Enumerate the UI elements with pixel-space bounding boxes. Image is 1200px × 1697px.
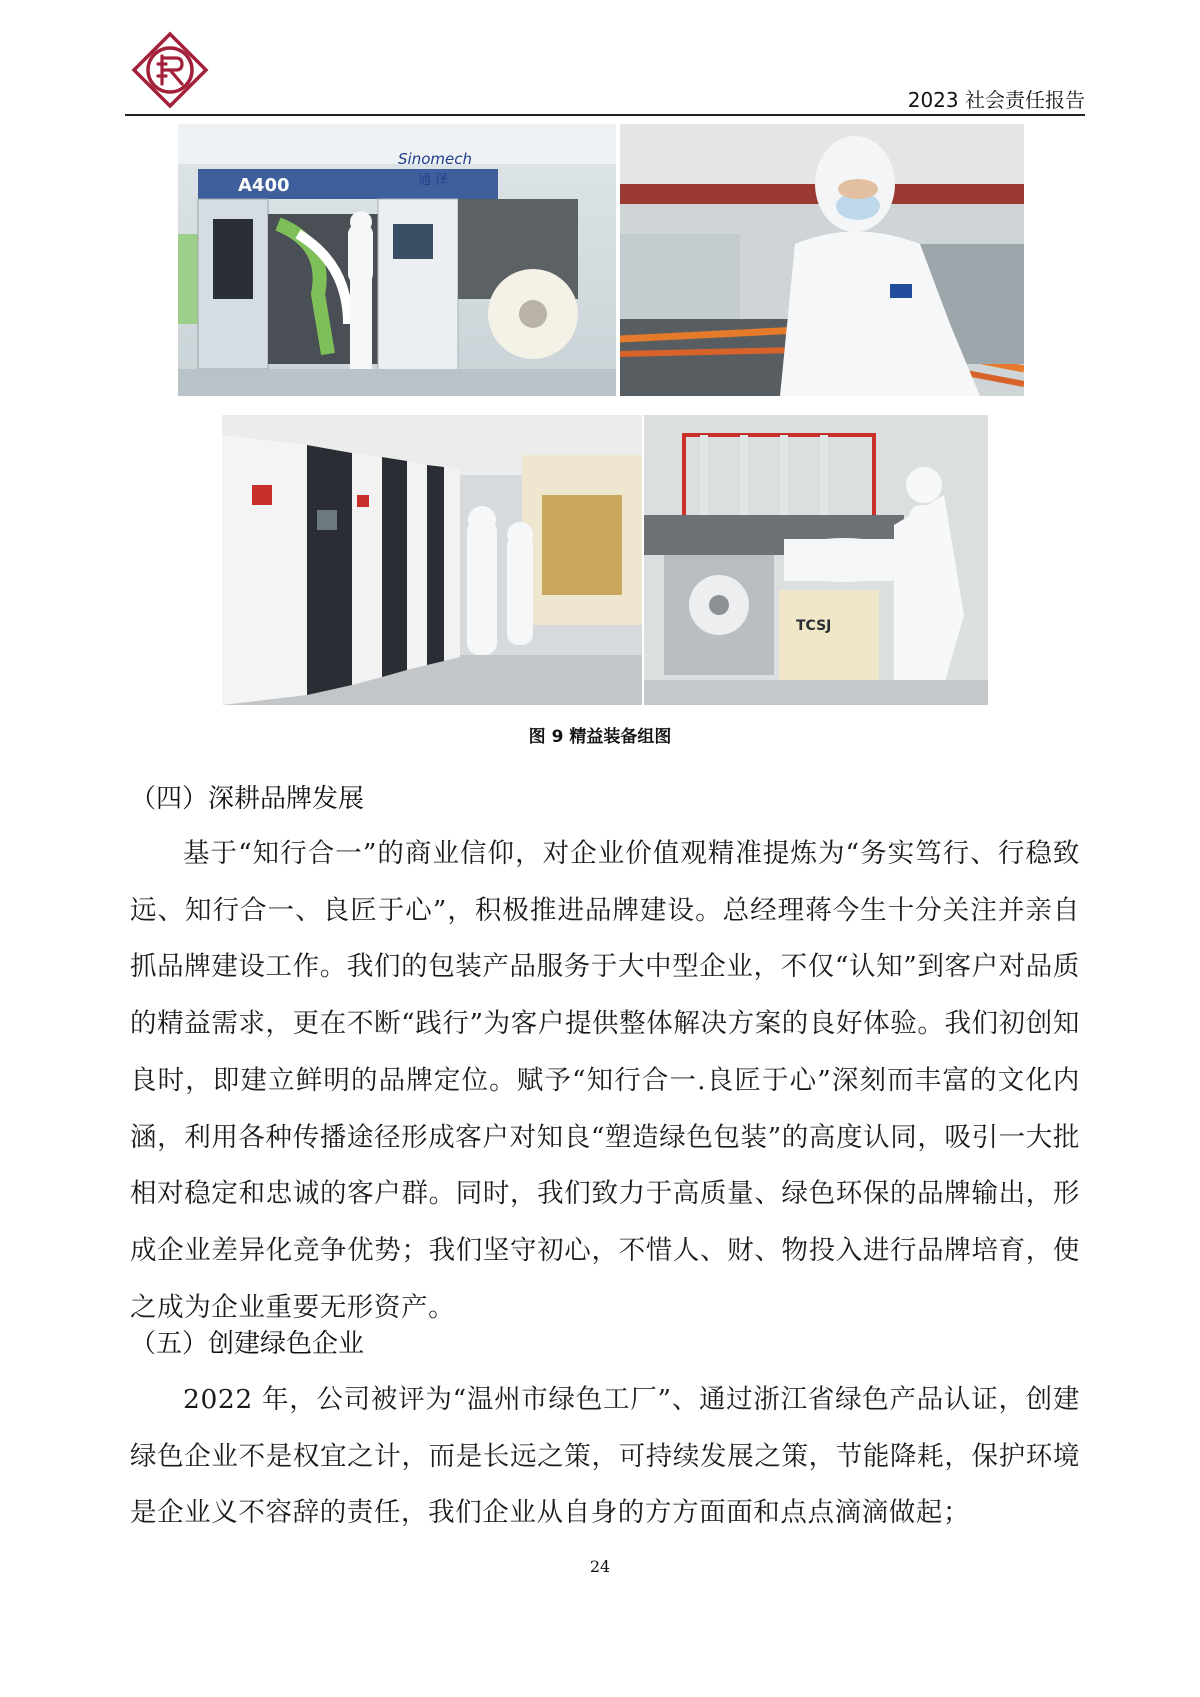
machine-model-label: A400 <box>238 175 290 196</box>
slitting-machine-photo <box>644 415 988 705</box>
figure-caption: 图 9 精益装备组图 <box>528 727 672 747</box>
machine-label: TCSJ <box>796 618 832 634</box>
body-paragraph-green: 2022 年，公司被评为“温州市绿色工厂”、通过浙江省绿色产品认证，创建绿色企业不是权宜之计，而是长远之策，可持续发展之策，节能降耗，保护环境是企业义不容辞的责任，我们企业从自身的方方面面和点点滴滴做起； <box>130 1384 1080 1529</box>
printing-line-corridor-photo <box>222 415 642 705</box>
worker-closeup-photo <box>620 124 1024 396</box>
report-title: 2023 社会责任报告 <box>907 88 1085 112</box>
body-paragraph-brand: 基于“知行合一”的商业信仰，对企业价值观精准提炼为“务实笃行、行稳致远、知行合一、良匠于心”，积极推进品牌建设。总经理蒋今生十分关注并亲自抓品牌建设工作。我们的包装产品服务于大中型企业，不仅“认知”到客户对品质的精益需求，更在不断“践行”为客户提供整体解决方案的良好体验。我们初创知良时，即建立鲜明的品牌定位。赋予“知行合一.良匠于心”深刻而丰富的文化内涵，利用各种传播途径形成客户对知良“塑造绿色包装”的高度认同，吸引一大批相对稳定和忠诚的客户群。同时，我们致力于高质量、绿色环保的品牌输出，形成企业差异化竞争优势；我们坚守初心，不惜人、财、物投入进行品牌培育，使之成为企业重要无形资产。 <box>130 838 1080 1323</box>
machine-brand-label: Sinomech <box>398 150 472 168</box>
printing-press-photo <box>178 124 616 396</box>
section-heading-brand: （四）深耕品牌发展 <box>130 784 365 814</box>
page-number: 24 <box>589 1557 611 1576</box>
section-heading-green: （五）创建绿色企业 <box>130 1329 365 1359</box>
machine-brand-cn-label: 通 泽 <box>418 173 449 188</box>
header-divider <box>125 114 1085 116</box>
company-logo <box>130 30 210 110</box>
